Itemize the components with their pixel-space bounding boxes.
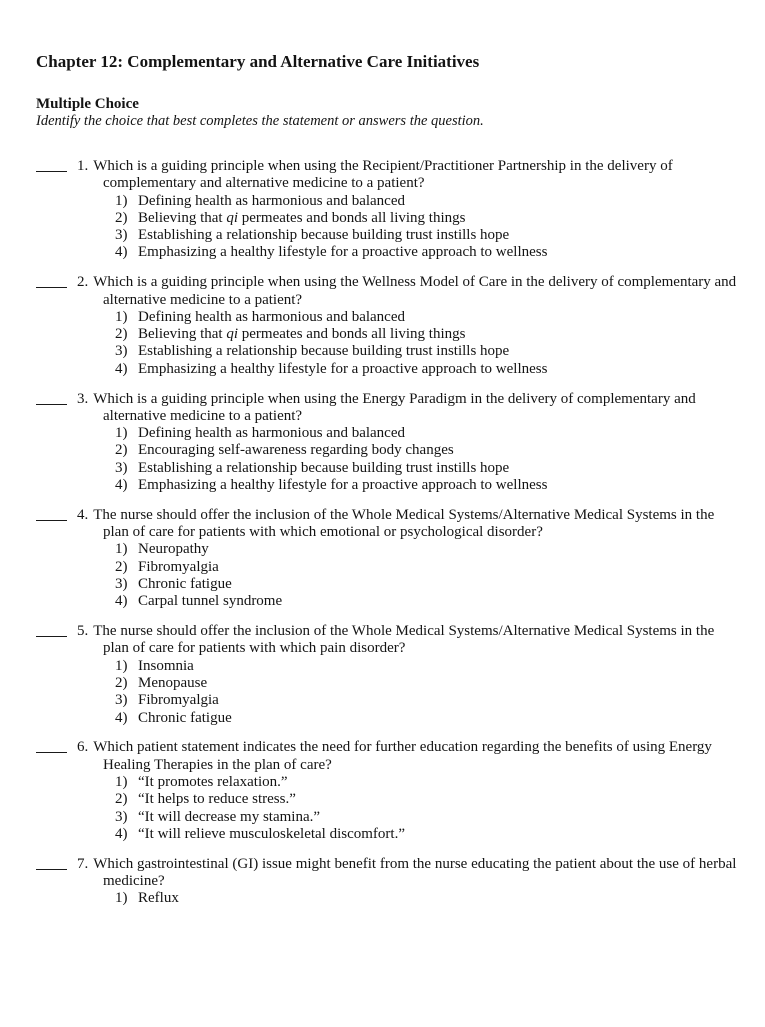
question-item	[77, 623, 740, 727]
instructions-text: Identify the choice that best completes the statement or answers the question.	[36, 113, 484, 129]
option-text: Chronic fatigue	[138, 709, 232, 726]
option-label: 2)	[115, 791, 128, 808]
option-text: Encouraging self-awareness regarding body changes	[138, 442, 454, 459]
option-text: Reflux	[138, 890, 179, 907]
option-text: Neuropathy	[138, 541, 209, 558]
answer-blank	[36, 402, 67, 405]
options-list	[103, 890, 740, 907]
option-text: Establishing a relationship because building trust instills hope	[138, 459, 510, 476]
answer-blank	[36, 750, 67, 753]
option-text: Believing that qi permeates and bonds all living things	[138, 326, 466, 343]
option-item	[115, 193, 740, 210]
option-label: 4)	[115, 825, 128, 842]
option-item	[115, 227, 740, 244]
option-text: Believing that qi permeates and bonds all living things	[138, 209, 466, 226]
question-number: 6.	[77, 739, 89, 756]
option-label: 3)	[115, 808, 128, 825]
option-item	[115, 576, 740, 593]
options-list	[103, 774, 740, 843]
question-text	[77, 158, 740, 193]
options-list	[103, 541, 740, 610]
option-item	[115, 361, 740, 378]
question-item	[77, 506, 740, 611]
option-label: 1)	[115, 890, 128, 907]
option-text: “It will relieve musculoskeletal discomfort.”	[138, 825, 405, 842]
option-item	[115, 890, 740, 907]
question-item	[77, 855, 740, 908]
option-text: Defining health as harmonious and balanced	[138, 425, 405, 442]
option-text: Emphasizing a healthy lifestyle for a proactive approach to wellness	[138, 477, 548, 494]
option-item	[115, 326, 740, 343]
question-stem: Which gastrointestinal (GI) issue might benefit from the nurse educating the patient about the use of herbal medicine?	[93, 855, 737, 889]
option-text: Fibromyalgia	[138, 692, 219, 709]
question-number: 2.	[77, 274, 89, 291]
question-stem: Which is a guiding principle when using the Energy Paradigm in the delivery of complementary and alternative medicine to a patient?	[93, 390, 696, 424]
question-text	[77, 274, 740, 309]
option-label: 4)	[115, 709, 128, 726]
answer-blank	[36, 518, 67, 521]
option-text: Defining health as harmonious and balanced	[138, 308, 405, 325]
option-label: 4)	[115, 477, 128, 494]
question-number: 5.	[77, 623, 89, 640]
option-label: 4)	[115, 360, 128, 377]
option-label: 2)	[115, 326, 128, 343]
option-text: Establishing a relationship because building trust instills hope	[138, 227, 510, 244]
option-text: “It helps to reduce stress.”	[138, 791, 296, 808]
options-list	[103, 658, 740, 727]
questions-list	[0, 158, 765, 908]
question-number: 7.	[77, 855, 89, 872]
option-text: Menopause	[138, 675, 208, 692]
question-number: 1.	[77, 158, 89, 174]
option-label: 3)	[115, 459, 128, 476]
option-item	[115, 541, 740, 558]
option-item	[115, 244, 740, 261]
option-text: “It will decrease my stamina.”	[138, 808, 321, 825]
option-text: Establishing a relationship because building trust instills hope	[138, 343, 510, 360]
option-label: 2)	[115, 442, 128, 459]
question-text	[77, 623, 740, 658]
option-item	[115, 460, 740, 477]
answer-blank	[36, 634, 67, 637]
options-list	[103, 425, 740, 494]
option-item	[115, 826, 740, 843]
option-label: 1)	[115, 192, 128, 209]
option-label: 1)	[115, 541, 128, 558]
option-text: “It promotes relaxation.”	[138, 774, 288, 790]
option-item	[115, 809, 740, 826]
question-number: 3.	[77, 390, 89, 407]
option-label: 1)	[115, 774, 128, 790]
option-label: 3)	[115, 343, 128, 360]
answer-blank	[36, 285, 67, 288]
answer-blank	[36, 169, 67, 172]
option-label: 4)	[115, 244, 128, 261]
page-title: Chapter 12: Complementary and Alternative Care Initiatives	[36, 52, 480, 71]
option-item	[115, 343, 740, 360]
options-list	[103, 309, 740, 378]
option-item	[115, 658, 740, 675]
options-list	[103, 193, 740, 262]
option-label: 2)	[115, 558, 128, 575]
question-text	[77, 855, 740, 891]
option-label: 1)	[115, 657, 128, 674]
option-item	[115, 710, 740, 727]
option-item	[115, 559, 740, 576]
option-label: 1)	[115, 308, 128, 325]
section-heading: Multiple Choice	[36, 96, 139, 112]
option-label: 3)	[115, 576, 128, 593]
option-item	[115, 593, 740, 610]
option-text: Carpal tunnel syndrome	[138, 593, 283, 610]
question-text	[77, 506, 740, 542]
question-item	[77, 739, 740, 843]
option-text: Insomnia	[138, 657, 194, 674]
option-item	[115, 442, 740, 459]
question-stem: Which patient statement indicates the need for further education regarding the benefits of using Energy Healing Therapies in the plan of care?	[93, 739, 712, 773]
question-stem: The nurse should offer the inclusion of the Whole Medical Systems/Alternative Medical Systems in the plan of care for patients with which pain disorder?	[93, 623, 715, 657]
option-item	[115, 675, 740, 692]
option-item	[115, 692, 740, 709]
option-item	[115, 477, 740, 494]
option-label: 4)	[115, 593, 128, 610]
question-text	[77, 390, 740, 426]
option-text: Fibromyalgia	[138, 558, 219, 575]
option-item	[115, 425, 740, 442]
option-text: Emphasizing a healthy lifestyle for a proactive approach to wellness	[138, 244, 548, 261]
question-stem: Which is a guiding principle when using the Wellness Model of Care in the delivery of complementary and alternative medicine to a patient?	[93, 274, 737, 308]
question-stem: The nurse should offer the inclusion of the Whole Medical Systems/Alternative Medical Systems in the plan of care for patients with which emotional or psychological disorder?	[93, 506, 715, 541]
option-label: 3)	[115, 227, 128, 244]
option-label: 2)	[115, 675, 128, 692]
question-item	[77, 158, 740, 262]
option-label: 3)	[115, 692, 128, 709]
option-item	[115, 309, 740, 326]
option-label: 2)	[115, 209, 128, 226]
question-number: 4.	[77, 506, 89, 523]
option-item	[115, 210, 740, 227]
option-item	[115, 774, 740, 791]
option-label: 1)	[115, 425, 128, 442]
option-text: Emphasizing a healthy lifestyle for a proactive approach to wellness	[138, 360, 548, 377]
question-stem: Which is a guiding principle when using the Recipient/Practitioner Partnership in the delivery of complementary and alternative medicine to a patient?	[93, 158, 673, 192]
question-item	[77, 274, 740, 378]
question-item	[77, 390, 740, 495]
question-text	[77, 739, 740, 774]
option-text: Chronic fatigue	[138, 576, 232, 593]
option-text: Defining health as harmonious and balanced	[138, 192, 405, 209]
answer-blank	[36, 867, 67, 870]
option-item	[115, 791, 740, 808]
